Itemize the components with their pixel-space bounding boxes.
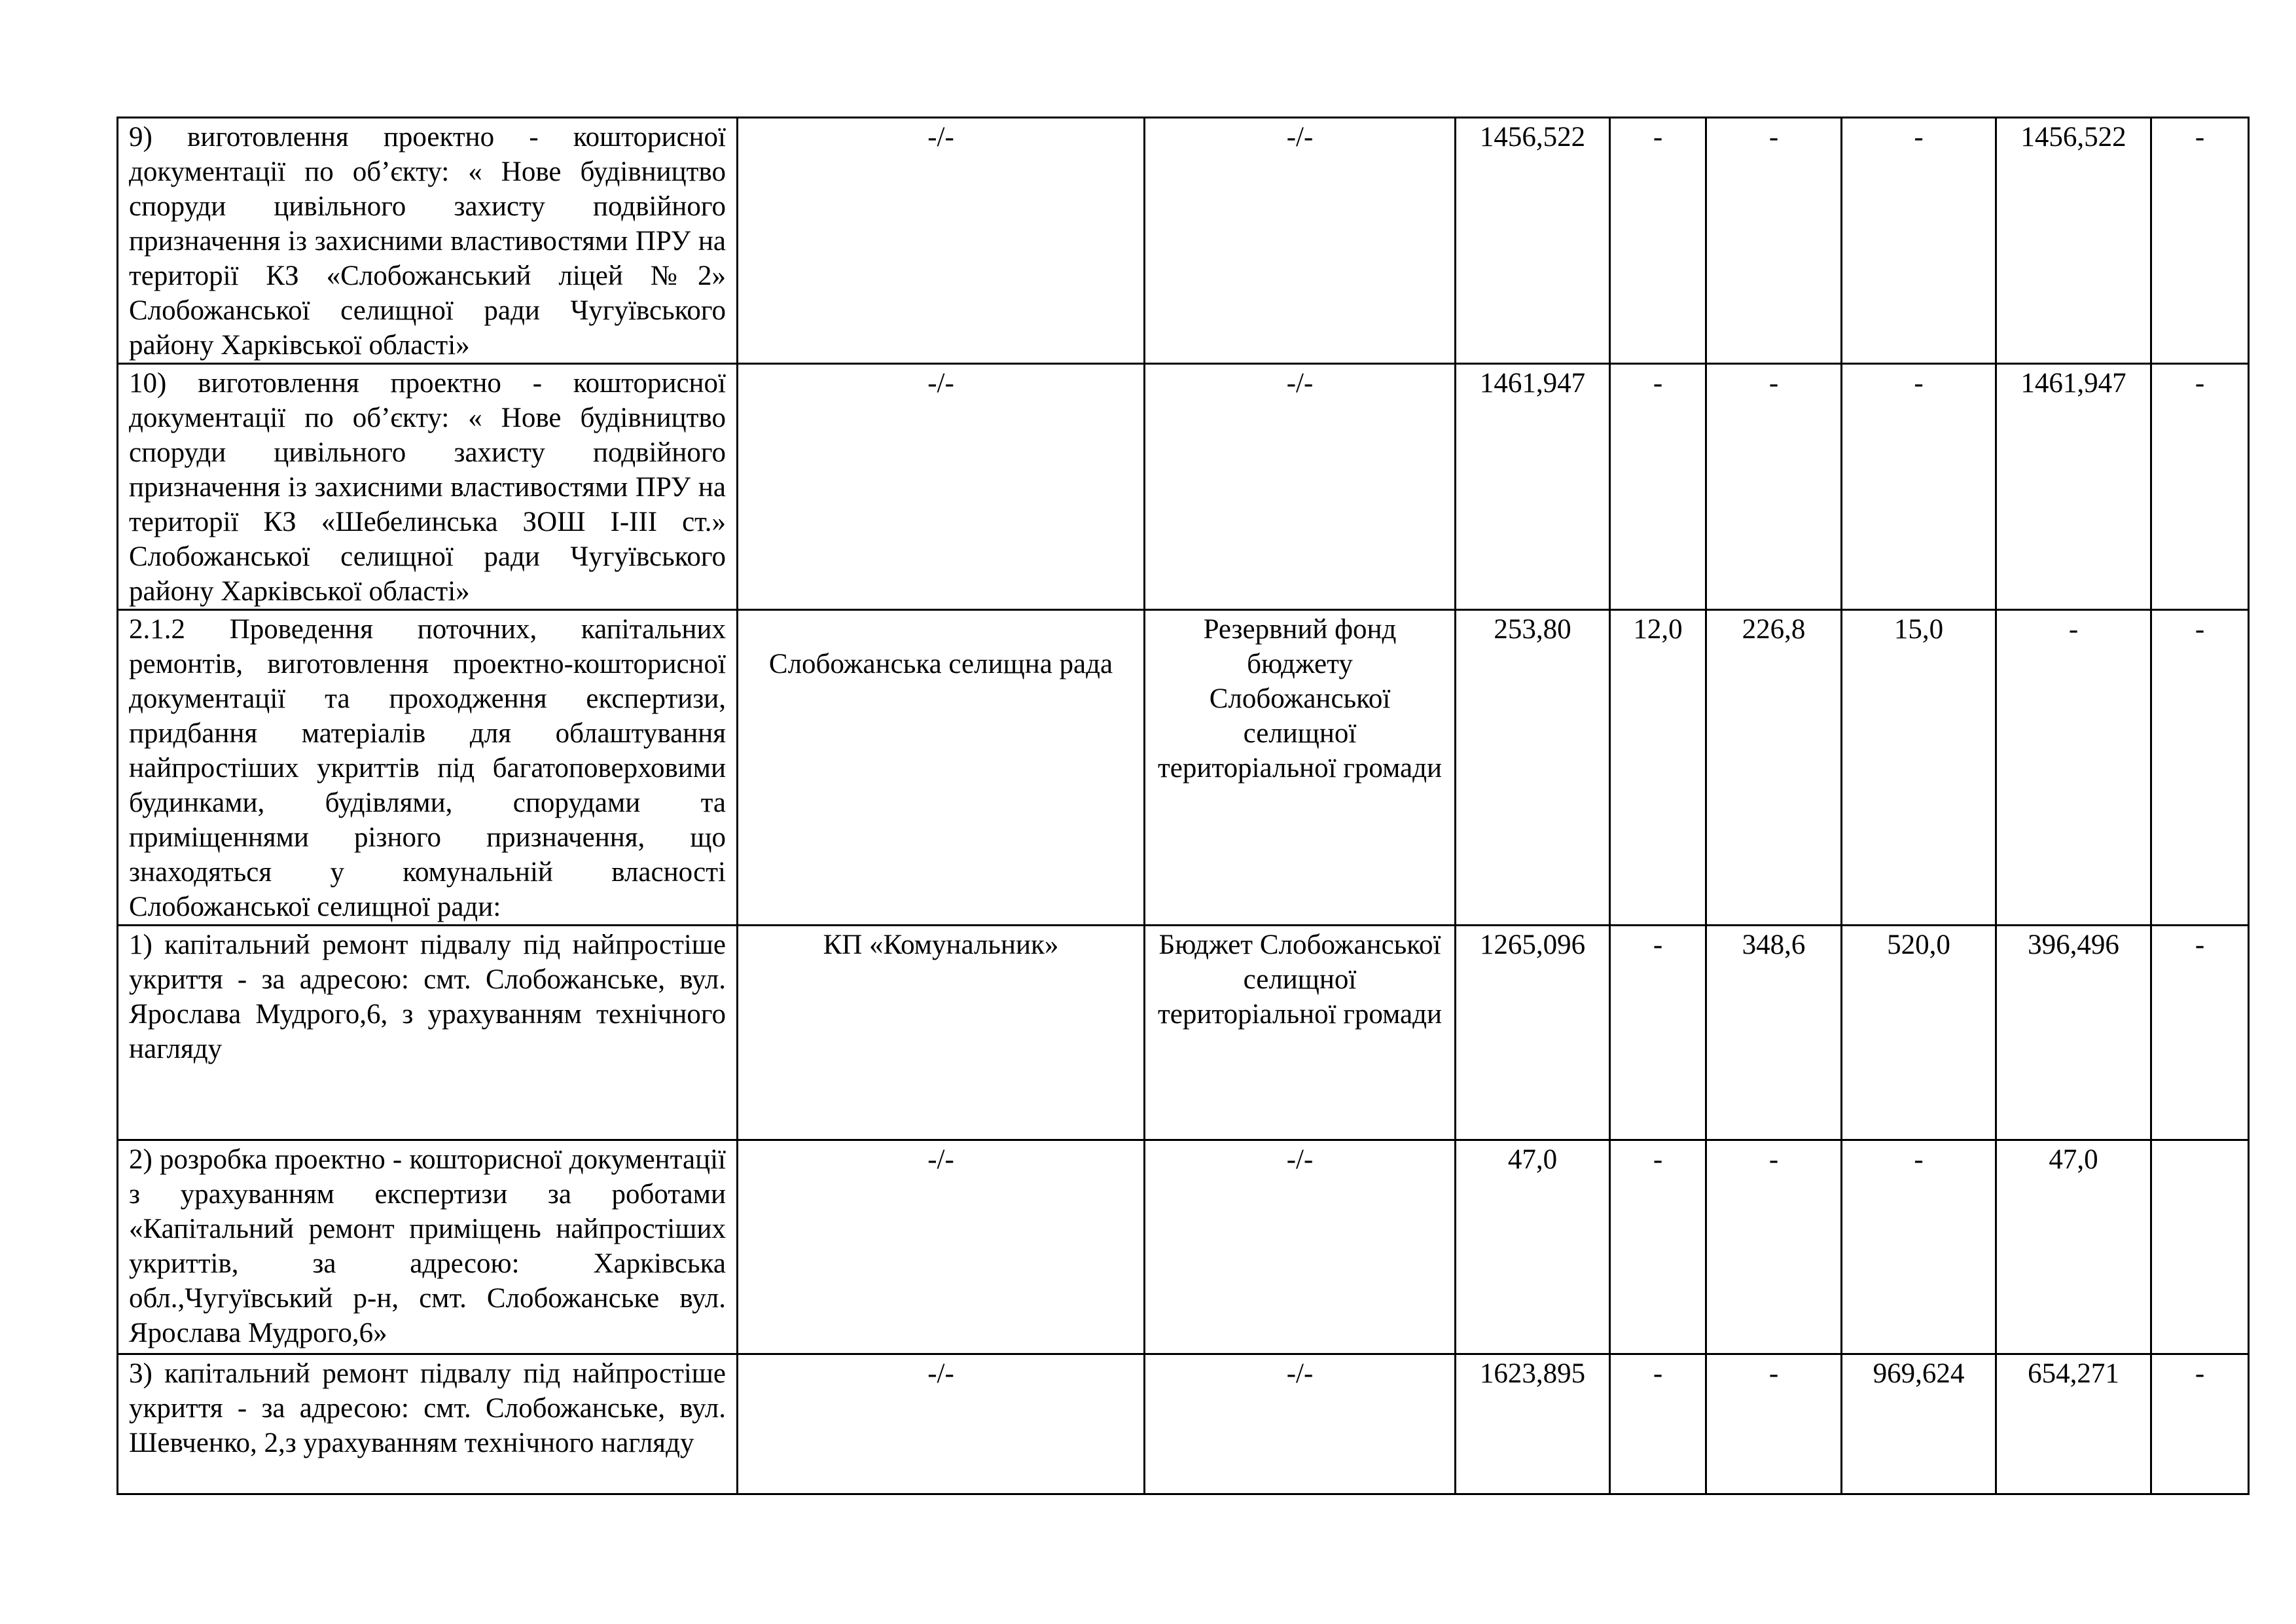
- total-amount-cell: 253,80: [1456, 610, 1610, 926]
- year-2-amount-cell: 226,8: [1706, 610, 1842, 926]
- year-5-amount-cell: -: [2151, 118, 2249, 364]
- year-2-amount-cell: -: [1706, 364, 1842, 610]
- description-cell: 2) розробка проектно - кошторисної документації з урахуванням експертизи за роботами «Капітальний ремонт приміщень найпростіших укриттів, за адресою: Харківська обл.,Чугуївський р-н, смт. Слобожанське вул. Ярослава Мудрого,6»: [118, 1140, 738, 1354]
- table-row: [118, 1140, 2249, 1354]
- year-4-amount-cell: 654,271: [1996, 1354, 2151, 1494]
- measures-table: [117, 117, 2250, 1495]
- executor-cell: -/-: [738, 1140, 1145, 1354]
- funding-source-cell: Резервний фонд бюджету Слобожанської селищної територіальної громади: [1145, 610, 1456, 926]
- funding-source-cell: -/-: [1145, 364, 1456, 610]
- executor-cell: -/-: [738, 118, 1145, 364]
- executor-cell: -/-: [738, 1354, 1145, 1494]
- year-4-amount-cell: -: [1996, 610, 2151, 926]
- description-cell: 1) капітальний ремонт підвалу під найпростіше укриття - за адресою: смт. Слобожанське, вул. Ярослава Мудрого,6, з урахуванням технічного нагляду: [118, 926, 738, 1140]
- executor-text: Слобожанська селищна рада: [768, 649, 1113, 679]
- year-2-amount-cell: 348,6: [1706, 926, 1842, 1140]
- year-1-amount-cell: -: [1610, 1354, 1706, 1494]
- year-1-amount-cell: -: [1610, 926, 1706, 1140]
- description-cell: 10) виготовлення проектно - кошторисної документації по об’єкту: « Нове будівництво споруди цивільного захисту подвійного призначення із захисними властивостями ПРУ на території КЗ «Шебелинська ЗОШ І-ІІІ ст.» Слобожанської селищної ради Чугуївського району Харківської області»: [118, 364, 738, 610]
- year-1-amount-cell: 12,0: [1610, 610, 1706, 926]
- total-amount-cell: 1456,522: [1456, 118, 1610, 364]
- funding-source-cell: Бюджет Слобожанської селищної територіальної громади: [1145, 926, 1456, 1140]
- year-4-amount-cell: 47,0: [1996, 1140, 2151, 1354]
- funding-source-cell: -/-: [1145, 118, 1456, 364]
- table-row: [118, 610, 2249, 926]
- year-5-amount-cell: -: [2151, 926, 2249, 1140]
- year-4-amount-cell: 396,496: [1996, 926, 2151, 1140]
- executor-cell: КП «Комунальник»: [738, 926, 1145, 1140]
- total-amount-cell: 1265,096: [1456, 926, 1610, 1140]
- year-5-amount-cell: [2151, 1140, 2249, 1354]
- year-2-amount-cell: -: [1706, 1140, 1842, 1354]
- year-3-amount-cell: -: [1842, 364, 1996, 610]
- funding-source-cell: -/-: [1145, 1140, 1456, 1354]
- funding-source-cell: -/-: [1145, 1354, 1456, 1494]
- description-cell: 2.1.2 Проведення поточних, капітальних ремонтів, виготовлення проектно-кошторисної документації та проходження експертизи, придбання матеріалів для облаштування найпростіших укриттів під багатоповерховими будинками, будівлями, спорудами та приміщеннями різного призначення, що знаходяться у комунальній власності Слобожанської селищної ради:: [118, 610, 738, 926]
- table-row: [118, 1354, 2249, 1494]
- year-3-amount-cell: -: [1842, 118, 1996, 364]
- year-1-amount-cell: -: [1610, 1140, 1706, 1354]
- table-row: [118, 926, 2249, 1140]
- year-1-amount-cell: -: [1610, 364, 1706, 610]
- year-5-amount-cell: -: [2151, 1354, 2249, 1494]
- table-row: [118, 118, 2249, 364]
- table-row: [118, 364, 2249, 610]
- year-5-amount-cell: -: [2151, 610, 2249, 926]
- year-5-amount-cell: -: [2151, 364, 2249, 610]
- total-amount-cell: 47,0: [1456, 1140, 1610, 1354]
- description-cell: 9) виготовлення проектно - кошторисної документації по об’єкту: « Нове будівництво споруди цивільного захисту подвійного призначення із захисними властивостями ПРУ на території КЗ «Слобожанський ліцей №2» Слобожанської селищної ради Чугуївського району Харківської області»: [118, 118, 738, 364]
- total-amount-cell: 1461,947: [1456, 364, 1610, 610]
- total-amount-cell: 1623,895: [1456, 1354, 1610, 1494]
- year-3-amount-cell: 520,0: [1842, 926, 1996, 1140]
- year-1-amount-cell: -: [1610, 118, 1706, 364]
- year-4-amount-cell: 1456,522: [1996, 118, 2151, 364]
- year-3-amount-cell: 969,624: [1842, 1354, 1996, 1494]
- executor-cell: -/-: [738, 364, 1145, 610]
- description-cell: 3) капітальний ремонт підвалу під найпростіше укриття - за адресою: смт. Слобожанське, вул. Шевченко, 2,з урахуванням технічного нагляду: [118, 1354, 738, 1494]
- year-4-amount-cell: 1461,947: [1996, 364, 2151, 610]
- year-2-amount-cell: -: [1706, 1354, 1842, 1494]
- year-3-amount-cell: 15,0: [1842, 610, 1996, 926]
- executor-cell: [738, 610, 1145, 926]
- year-3-amount-cell: -: [1842, 1140, 1996, 1354]
- year-2-amount-cell: -: [1706, 118, 1842, 364]
